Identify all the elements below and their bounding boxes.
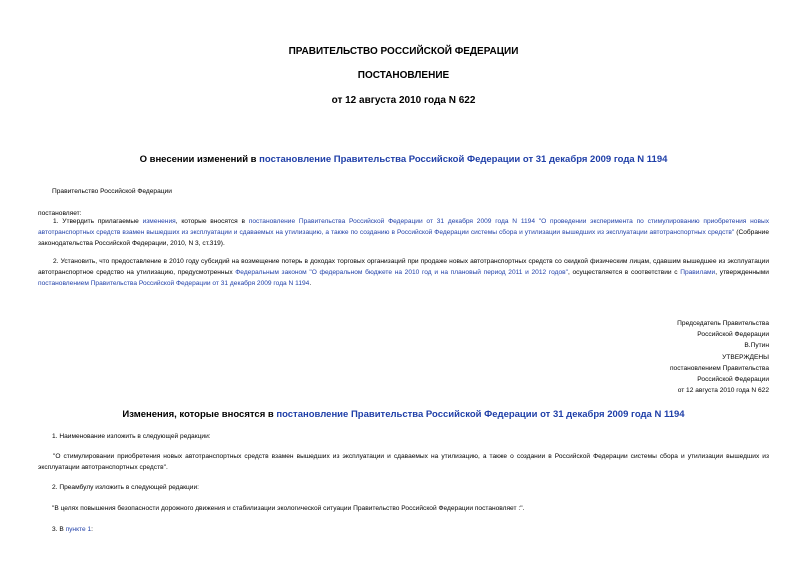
- government-heading: ПРАВИТЕЛЬСТВО РОССИЙСКОЙ ФЕДЕРАЦИИ: [288, 46, 519, 57]
- p2-text-3: , утвержденными: [715, 269, 769, 276]
- signature-line-3: В.Путин: [744, 342, 769, 350]
- p2-link-federal-law[interactable]: Федеральным законом "О федеральном бюджете на 2010 год и на плановый период 2011 и 2012 годов": [235, 269, 568, 276]
- subject-prefix: О внесении изменений в: [139, 154, 260, 165]
- document-subject: [0, 154, 807, 165]
- p2-text-2: , осуществляется в соответствии с: [568, 269, 681, 276]
- changes-title: [0, 409, 807, 420]
- p2-link-rules[interactable]: Правилами: [680, 269, 716, 276]
- subject-link[interactable]: постановление Правительства Российской Федерации от 31 декабря 2009 года N 1194: [259, 154, 668, 165]
- change-item-2-text: "В целях повышения безопасности дорожного движения и стабилизации экологической ситуации Правительство Российской Федерации постановляет :".: [52, 505, 525, 512]
- p1-link-resolution[interactable]: постановление Правительства Российской Федерации от 31 декабря 2009 года N 1194 "О проведении эксперимента по стимулированию приобретения новых автотранспортных средств взамен вышедших из эксплуатации и сдаваемых на утилизацию, а также по созданию в Российской Федерации системы сбора и утилизации вышедших из эксплуатации автотранспортных средств": [38, 218, 769, 236]
- p2-link-resolution[interactable]: постановлением Правительства Российской Федерации от 31 декабря 2009 года N 1194: [38, 280, 310, 287]
- p1-link-changes[interactable]: изменения: [142, 218, 176, 225]
- change-item-3: [52, 524, 93, 535]
- paragraph-1: [38, 216, 769, 249]
- signature-line-2: Российской Федерации: [697, 331, 769, 339]
- decides-label: постановляет:: [38, 210, 82, 217]
- p1-text-2: , которые вносятся в: [175, 218, 249, 225]
- item-3-link[interactable]: пункте 1: [65, 526, 92, 533]
- signature-line-1: Председатель Правительства: [677, 320, 769, 327]
- p2-text-1: 2. Установить, что предоставление в 2010 году субсидий на возмещение потерь в доходах торговых организаций при продаже новых автотранспортных средств со скидкой физическим лицам, сдавшим вышедшее из эксплуатации автотранспортное средство на утилизацию, предусмотренных: [38, 258, 769, 276]
- issuer: Правительство Российской Федерации: [52, 188, 172, 195]
- changes-title-link[interactable]: постановление Правительства Российской Федерации от 31 декабря 2009 года N 1194: [276, 409, 685, 420]
- approval-line-2: постановлением Правительства: [669, 364, 769, 372]
- approval-line-3: Российской Федерации: [697, 376, 769, 384]
- change-item-1-text: "О стимулировании приобретения новых автотранспортных средств взамен вышедших из эксплуатации и сдаваемых на утилизацию, а также о создании в Российской Федерации системы сбора и утилизации вышедших из эксплуатации автотранспортных средств".: [38, 453, 769, 471]
- approval-line-4: от 12 августа 2010 года N 622: [677, 387, 769, 395]
- change-item-1: 1. Наименование изложить в следующей редакции:: [52, 433, 211, 440]
- document-type: ПОСТАНОВЛЕНИЕ: [357, 70, 450, 81]
- p1-text-1: 1. Утвердить прилагаемые: [53, 218, 143, 225]
- p1-text-3: (Собрание законодательства Российской Федерации, 2010, N 3, ст.319).: [38, 229, 769, 247]
- paragraph-2: [38, 256, 769, 289]
- item-3-prefix: 3. В: [52, 526, 66, 533]
- approval-line-1: УТВЕРЖДЕНЫ: [722, 353, 769, 361]
- signature-block: [670, 318, 769, 396]
- p2-text-4: .: [309, 280, 312, 287]
- change-item-2: 2. Преамбулу изложить в следующей редакции:: [52, 484, 200, 491]
- item-3-suffix: :: [91, 526, 93, 533]
- changes-title-prefix: Изменения, которые вносятся в: [122, 409, 277, 420]
- document-date-number: от 12 августа 2010 года N 622: [331, 95, 476, 106]
